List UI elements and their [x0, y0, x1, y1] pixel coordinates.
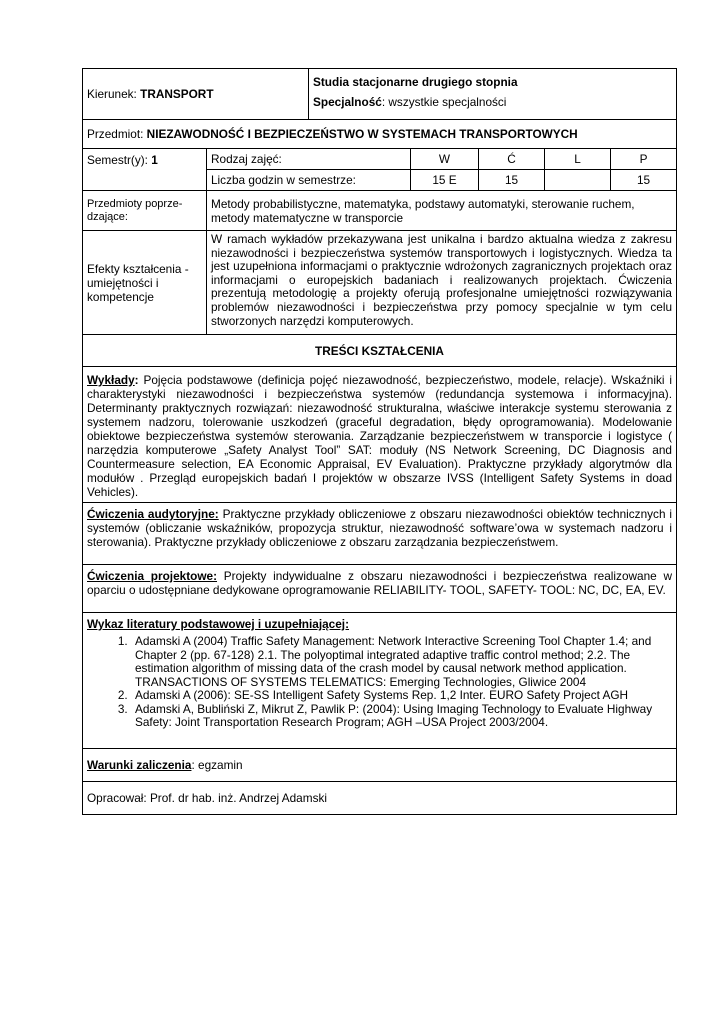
przedmiot-value: NIEZAWODNOŚĆ I BEZPIECZEŃSTWO W SYSTEMACH TRANSPORTOWYCH [146, 127, 578, 141]
literatura-cell [83, 613, 677, 749]
rodzaj-label: Rodzaj zajęć: [207, 149, 411, 170]
specjalnosc-value: : wszystkie specjalności [381, 95, 507, 109]
studia-cell [309, 69, 677, 120]
opracowal-cell: Opracował: Prof. dr hab. inż. Andrzej Adamski [83, 782, 677, 815]
semestr-value: 1 [151, 153, 158, 167]
cwiczenia-proj-row [83, 565, 677, 613]
warunki-value: : egzamin [191, 758, 243, 772]
opracowal-row [83, 782, 677, 815]
semestr-label: Semestr(y): [87, 153, 152, 167]
literatura-row [83, 613, 677, 749]
cwiczenia-proj-text: Projekty indywidualne z obszaru niezawodności i bezpieczeństwa realizowane w oparciu o udostępniane dedykowane oprogramowanie RELIABILITY- TOOL, SAFETY- TOOL: NC, DC, EA, EV. [87, 569, 672, 597]
przedmiot-row [83, 120, 677, 149]
literatura-item: 1. Adamski A (2004) Traffic Safety Management: Network Interactive Screening Tool Chapter 1.4; and Chapter 2 (pp. 67-128) 2.1. The polyoptimal integrated adaptive traffic control method; 2.2. The estimation algorithm of missing data of the crash model by causal network method application. TRANSACTIONS OF SYSTEMS TELEMATICS: Emerging Technologies, Gliwice 2004 [131, 635, 672, 689]
liczba-label: Liczba godzin w semestrze: [207, 170, 411, 191]
hours-w: 15 E [411, 170, 479, 191]
efekty-text: W ramach wykładów przekazywana jest unikalna i bardzo aktualna wiedza z zakresu niezawodności i bezpieczeństwa systemów transportowych i logistycznych. Wiedza ta jest uzupełniona informacjami o praktycznie wdrożonych zagranicznych projektach oraz informacjami o europejskich badaniach i realizowanych projektach. Ćwiczenia prezentują metodologię a projekty oferują profesjonalne umiejętności rozwiązywania problemów niezawodności i bezpieczeństwa przy pomocy specjalnie w tym celu stworzonych narzędzi komputerowych. [207, 231, 677, 335]
przedmiot-label: Przedmiot: [87, 127, 147, 141]
cwiczenia-aud-text: Praktyczne przykłady obliczeniowe z obszaru niezawodności obiektów technicznych i systemów (obliczanie wskaźników, propozycja struktur, niezawodność software’owa w systemach nadzoru i sterowania). Praktyczne przykłady obliczeniowe z obszaru zarządzania bezpieczeństwem. [87, 507, 673, 549]
studia-type: Studia stacjonarne drugiego stopnia [313, 75, 518, 89]
specjalnosc-label: Specjalność [313, 95, 382, 109]
literatura-item: 2. Adamski A (2006): SE-SS Intelligent Safety Systems Rep. 1,2 Inter. EURO Safety Project AGH [131, 689, 672, 703]
cwiczenia-aud-cell [83, 503, 677, 565]
cwiczenia-aud-label: Ćwiczenia audytoryjne: [87, 507, 219, 521]
efekty-label: Efekty kształcenia - umiejętności i kompetencje [83, 231, 207, 335]
rodzaj-row [83, 149, 677, 170]
przedmiot-cell [83, 120, 677, 149]
wyklady-label: Wykłady [87, 373, 135, 387]
col-c-header: Ć [479, 149, 545, 170]
wyklady-text: Pojęcia podstawowe (definicja pojęć niezawodność, bezpieczeństwo, modele, relacje). Wskaźniki i charakterystyki niezawodności i bezpieczeństwa systemów (redundancja systemowa i informacyjna). Determinanty praktycznych rozwiązań: niezawodność strukturalna, właściwe interakcje systemu sterowania z systemem nadzoru, tolerowanie uszkodzeń (graceful degradation, błędy oprogramowania). Modelowanie obiektowe bezpieczeństwa systemów sterowania. Zarządzanie bezpieczeństwem w transporcie i logistyce ( narzędzia komputerowe „Safety Analyst Tool” SAT: moduły (NS Network Screening, DC Diagnosis and Countermeasure selection, EA Economic Appraisal, EV Evaluation). Praktyczne przykłady algorytmów dla modułów . Przegląd europejskich badań I projektów w obszarze IVSS (Intelligent Safety Systems in doad Vehicles). [87, 373, 672, 499]
hours-c: 15 [479, 170, 545, 191]
poprzedzajace-row [83, 191, 677, 231]
hours-p: 15 [611, 170, 677, 191]
cwiczenia-proj-label: Ćwiczenia projektowe: [87, 569, 218, 583]
literatura-list [87, 635, 672, 730]
wyklady-row [83, 367, 677, 503]
warunki-label: Warunki zaliczenia [87, 758, 192, 772]
efekty-row [83, 231, 677, 335]
semestr-cell [83, 149, 207, 191]
cwiczenia-aud-row [83, 503, 677, 565]
header-row [83, 69, 677, 120]
poprzedzajace-text: Metody probabilistyczne, matematyka, podstawy automatyki, sterowanie ruchem, metody matematyczne w transporcie [207, 191, 677, 231]
kierunek-label: Kierunek: [87, 87, 141, 101]
hours-l [545, 170, 611, 191]
tresci-heading: TREŚCI KSZTAŁCENIA [83, 335, 677, 367]
cwiczenia-proj-cell [83, 565, 677, 613]
col-l-header: L [545, 149, 611, 170]
kierunek-cell [83, 69, 309, 120]
literatura-item: 3. Adamski A, Bubliński Z, Mikrut Z, Pawlik P: (2004): Using Imaging Technology to Evaluate Highway Safety: Joint Transportation Research Program; AGH –USA Project 2003/2004. [131, 703, 672, 730]
literatura-label: Wykaz literatury podstawowej i uzupełniającej: [87, 617, 350, 631]
wyklady-cell: Wykłady: Pojęcia podstawowe (definicja pojęć niezawodność, bezpieczeństwo, modele, relacje). Wskaźniki i charakterystyki niezawodności i bezpieczeństwa systemów (redundancja systemowa i informacyjna). Determinanty praktycznych rozwiązań: niezawodność strukturalna, właściwe interakcje systemu sterowania z systemem nadzoru, tolerowanie uszkodzeń (graceful degradation, błędy oprogramowania). Modelowanie obiektowe bezpieczeństwa systemów sterowania. Zarządzanie bezpieczeństwem w transporcie i logistyce ( narzędzia komputerowe „Safety Analyst Tool” SAT: moduły (NS Network Screening, DC Diagnosis and Countermeasure selection, EA Economic Appraisal, EV Evaluation). Praktyczne przykłady algorytmów dla modułów . Przegląd europejskich badań I projektów w obszarze IVSS (Intelligent Safety Systems in doad Vehicles). [83, 367, 677, 503]
col-w-header: W [411, 149, 479, 170]
warunki-cell [83, 749, 677, 782]
col-p-header: P [611, 149, 677, 170]
warunki-row [83, 749, 677, 782]
syllabus-table [82, 68, 677, 815]
poprzedzajace-label-line1: Przedmioty poprze- [87, 197, 183, 210]
kierunek-value: TRANSPORT [140, 87, 214, 101]
poprzedzajace-label-line2: dzające: [87, 210, 128, 223]
poprzedzajace-label [83, 191, 207, 231]
tresci-row [83, 335, 677, 367]
